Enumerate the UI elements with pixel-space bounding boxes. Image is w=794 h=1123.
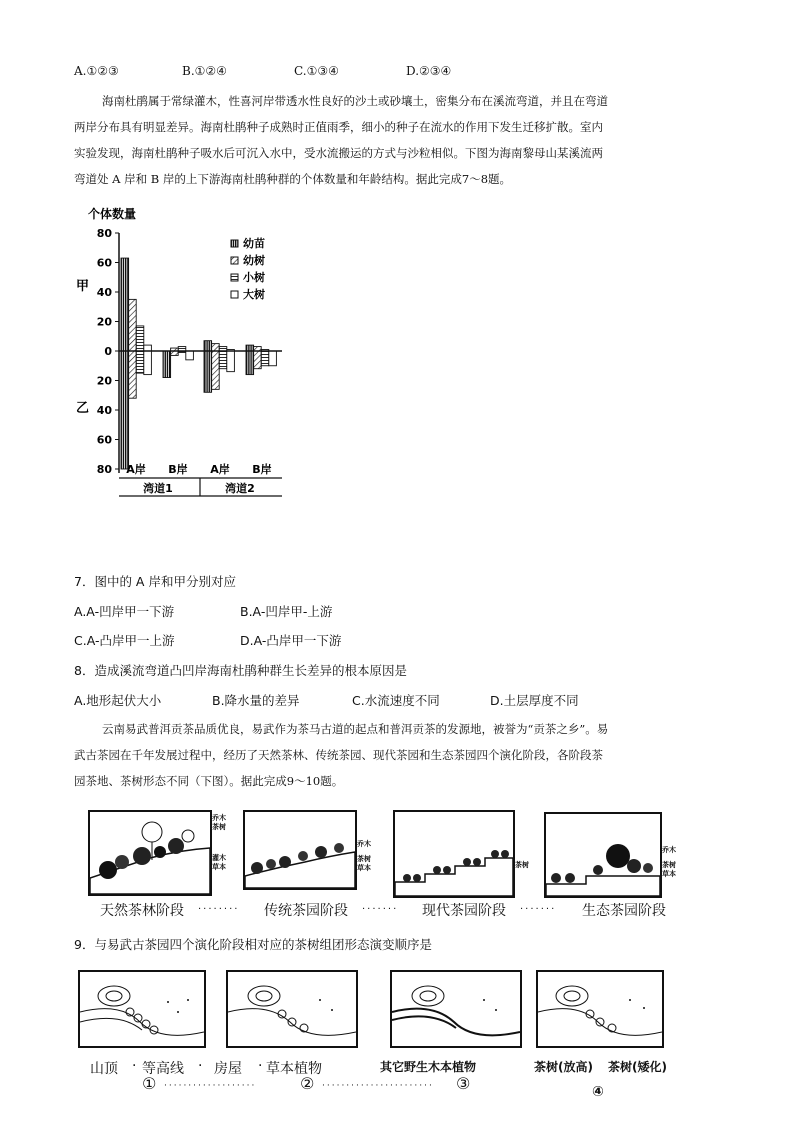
s4-herb: 草本: [662, 870, 676, 878]
stage-name-3: 现代茶园阶段: [422, 903, 506, 919]
bar-3-3: [269, 351, 277, 366]
stage-dots: ·······: [520, 904, 557, 915]
tea-cluster-map-3: [392, 972, 520, 1046]
q8-option-d: D.土层厚度不同: [490, 693, 579, 708]
bar-2-0: [136, 351, 144, 373]
s1-tea: 茶树: [212, 823, 226, 831]
bar-1-3: [254, 351, 262, 369]
y-tick-label: 40: [96, 286, 112, 299]
map-number-1: ①: [142, 1074, 157, 1093]
s2-herb: 草本: [357, 864, 371, 872]
y-ticks: [97, 227, 119, 476]
legend-big-tree: 大树: [243, 288, 265, 301]
s2-tea: 茶树: [357, 855, 371, 863]
stage1-labels: [212, 814, 226, 872]
s1-arbor: 乔木: [212, 814, 226, 822]
legend-sapling: 幼树: [243, 254, 265, 267]
lower-label: 乙: [76, 401, 90, 416]
tea-cluster-map-2: [228, 972, 356, 1046]
q7-option-d: D.A-凸岸甲一下游: [240, 633, 342, 648]
bar-3-0: [144, 351, 152, 375]
legend-seedling: 幼苗: [243, 237, 265, 250]
y-tick-label: 20: [96, 315, 112, 329]
stage-image-modern: [393, 810, 515, 898]
option-d: D.②③④: [406, 64, 452, 78]
para2-line: 武古茶园在千年发展过程中，经历了天然茶林、传统茶园、现代茶园和生态茶园四个演化阶段，各阶段茶: [74, 748, 603, 762]
bar-0-0: [121, 351, 129, 469]
bank-label: A岸: [210, 463, 230, 476]
s4-tea: 茶树: [662, 861, 676, 869]
bar-1-2: [212, 344, 220, 351]
legend-swatch-big-tree: [231, 291, 238, 298]
s1-shrub: 灌木: [212, 854, 226, 862]
y-tick-label: 20: [96, 374, 112, 388]
bar-0-2: [204, 341, 212, 351]
para1-line: 实验发现，海南杜鹃种子吸水后可沉入水中，受水流搬运的方式与沙粒相似。下图为海南黎母山某溪流两: [74, 146, 603, 160]
stage-image-natural: [88, 810, 212, 896]
stage-dots: ········: [198, 904, 240, 915]
s2-arbor: 乔木: [357, 840, 371, 848]
intro-paragraph-1: [74, 88, 734, 192]
legend-dot: ·: [132, 1058, 137, 1074]
para2-line: 园茶地、茶树形态不同（下图）。据此完成9～10题。: [74, 774, 344, 788]
legend-herb: 草本植物: [266, 1061, 322, 1077]
legend-swatch-sapling: [231, 257, 238, 264]
stage-name-1: 天然茶林阶段: [100, 903, 184, 919]
legend-house: 房屋: [214, 1061, 242, 1077]
legend-dots: ·: [198, 1058, 203, 1074]
stage3-labels: [515, 860, 529, 870]
chart-legend: [231, 236, 265, 301]
legend-swatch-small-tree: [231, 274, 238, 281]
group-label-1: 湾道1: [143, 482, 173, 495]
population-bar-chart: [70, 200, 310, 500]
traditional-garden-illustration: [245, 812, 355, 888]
natural-forest-illustration: [90, 812, 210, 894]
bar-0-2: [204, 351, 212, 392]
bar-1-0: [129, 351, 137, 398]
bar-1-0: [129, 299, 137, 351]
bank-label: B岸: [252, 463, 272, 476]
para1-line: 海南杜鹃属于常绿灌木，性喜河岸带透水性良好的沙土或砂壤土，密集分布在溪流弯道，并且在弯道: [102, 94, 608, 108]
legend-peak: 山顶: [90, 1061, 118, 1077]
y-tick-label: 0: [104, 345, 112, 358]
s3-tea: 茶树: [515, 861, 529, 869]
bar-3-0: [144, 345, 152, 351]
tea-cluster-map-4: [538, 972, 662, 1046]
q7-option-a: A.A-凹岸甲一下游: [74, 604, 175, 619]
bar-2-3: [261, 351, 269, 366]
y-tick-label: 60: [96, 433, 112, 447]
y-tick-label: 80: [96, 463, 112, 476]
q9-stem: 9．与易武古茶园四个演化阶段相对应的茶树组团形态演变顺序是: [74, 937, 432, 952]
stage-name-4: 生态茶园阶段: [582, 903, 666, 919]
bar-0-3: [246, 351, 254, 375]
map-1: [78, 970, 206, 1048]
legend-tea-tall: 茶树(放高): [534, 1060, 593, 1074]
map-number-3: ③: [456, 1074, 471, 1093]
para2-line: 云南易武普洱贡茶品质优良，易武作为茶马古道的起点和普洱贡茶的发源地，被誉为“贡茶之乡”。易: [102, 722, 609, 736]
map-2: [226, 970, 358, 1048]
stage-dots: ·······: [362, 904, 399, 915]
s4-arbor: 乔木: [662, 846, 676, 854]
intro-paragraph-2: [74, 716, 734, 794]
legend-tea-dwarf: 茶树(矮化): [608, 1060, 667, 1074]
modern-garden-illustration: [395, 812, 513, 896]
number-dots: ·······················: [322, 1081, 434, 1091]
group-label-2: 湾道2: [225, 482, 255, 495]
s1-herb: 草本: [212, 863, 226, 871]
bar-1-2: [212, 351, 220, 389]
stage2-labels: [357, 840, 371, 873]
option-b: B.①②④: [182, 64, 227, 78]
bank-labels: [126, 462, 271, 476]
ecological-garden-illustration: [546, 814, 660, 896]
map-4: [536, 970, 664, 1048]
map-number-4: ④: [592, 1084, 604, 1100]
legend-dot: ·: [258, 1058, 263, 1074]
map-number-2: ②: [300, 1074, 315, 1093]
y-tick-label: 60: [96, 256, 112, 270]
map-3: [390, 970, 522, 1048]
option-c: C.①③④: [294, 64, 339, 78]
bank-label: B岸: [168, 463, 188, 476]
q8-option-b: B.降水量的差异: [212, 693, 300, 708]
number-dots: ···················: [164, 1081, 257, 1091]
y-axis-title: 个体数量: [88, 207, 137, 221]
stage-name-2: 传统茶园阶段: [264, 903, 348, 919]
bar-2-0: [136, 326, 144, 351]
y-tick-label: 80: [96, 227, 112, 240]
q7-stem: 7．图中的 A 岸和甲分别对应: [74, 574, 236, 589]
bar-3-2: [227, 351, 235, 372]
legend-wild-woody: 其它野生木本植物: [380, 1060, 477, 1074]
bar-3-1: [186, 351, 194, 360]
bar-2-2: [219, 351, 227, 369]
bar-0-1: [163, 351, 171, 378]
option-a: A.①②③: [74, 64, 119, 78]
upper-label: 甲: [76, 279, 90, 294]
bar-0-0: [121, 258, 129, 351]
bank-label: A岸: [126, 463, 146, 476]
bar-0-3: [246, 345, 254, 351]
q8-stem: 8．造成溪流弯道凸凹岸海南杜鹃种群生长差异的根本原因是: [74, 663, 407, 678]
tea-cluster-map-1: [80, 972, 204, 1046]
q8-option-a: A.地形起伏大小: [74, 693, 162, 708]
legend-small-tree: 小树: [243, 271, 265, 284]
stage4-labels: [662, 846, 676, 879]
legend-contour: 等高线: [142, 1061, 184, 1077]
q7-option-c: C.A-凸岸甲一上游: [74, 633, 175, 648]
stage-image-traditional: [243, 810, 357, 890]
q7-option-b: B.A-凹岸甲-上游: [240, 604, 333, 619]
legend-swatch-seedling: [231, 240, 238, 247]
para1-line: 弯道处 A 岸和 B 岸的上下游海南杜鹃种群的个体数量和年龄结构。据此完成7～8题。: [74, 172, 512, 186]
stage-image-ecological: [544, 812, 662, 898]
q8-option-c: C.水流速度不同: [352, 693, 440, 708]
para1-line: 两岸分布具有明显差异。海南杜鹃种子成熟时正值雨季，细小的种子在流水的作用下发生迁移扩散。室内: [74, 120, 603, 134]
y-tick-label: 40: [96, 404, 112, 417]
